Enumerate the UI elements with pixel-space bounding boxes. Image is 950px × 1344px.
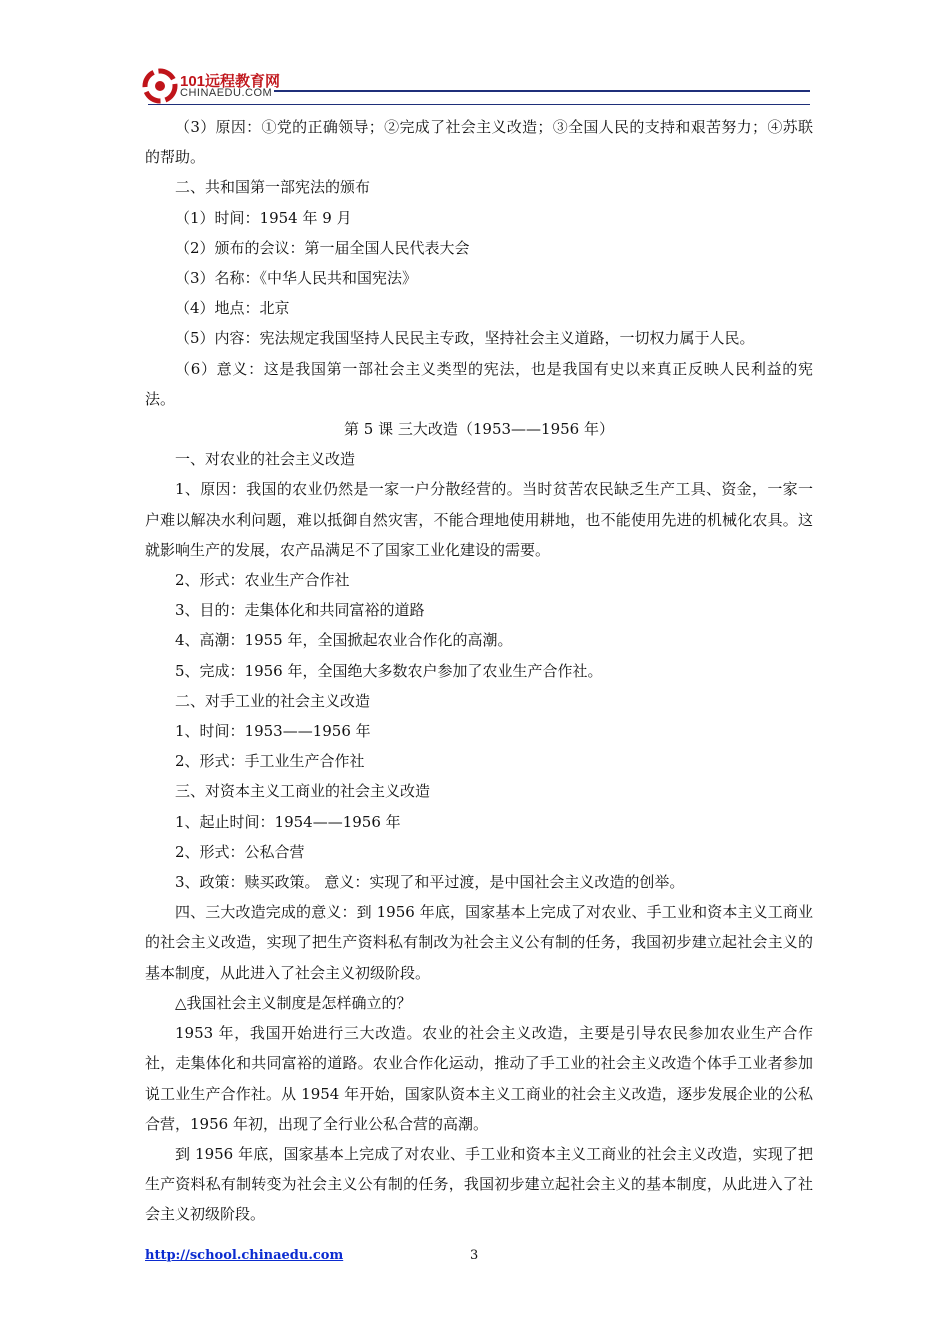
paragraph: 一、对农业的社会主义改造: [175, 450, 356, 469]
logo-title: 101远程教育网: [180, 73, 281, 90]
footer-website-link[interactable]: http://school.chinaedu.com: [145, 1248, 344, 1263]
document-body: [145, 112, 813, 1230]
paragraph: （2）颁布的会议：第一届全国人民代表大会: [175, 238, 470, 257]
paragraph: 2、形式：公私合营: [175, 842, 305, 861]
paragraph: 四、三大改造完成的意义：到 1956 年底，国家基本上完成了对农业、手工业和资本主义工商业的社会主义改造，实现了把生产资料私有制改为社会主义公有制的任务，我国初步建立起社会主义的基本制度，从此进入了社会主义初级阶段。: [145, 903, 813, 982]
paragraph: （6）意义：这是我国第一部社会主义类型的宪法，也是我国有史以来真正反映人民利益的宪法。: [145, 359, 813, 408]
paragraph: 1、起止时间：1954——1956 年: [175, 812, 401, 831]
paragraph: 3、政策：赎买政策。 意义：实现了和平过渡，是中国社会主义改造的创举。: [175, 873, 685, 892]
paragraph: △我国社会主义制度是怎样确立的？: [175, 993, 412, 1012]
header-rule-thin: [148, 104, 810, 105]
paragraph: （4）地点：北京: [175, 299, 290, 318]
paragraph: （5）内容：宪法规定我国坚持人民民主专政，坚持社会主义道路，一切权力属于人民。: [175, 329, 755, 348]
page-footer: [0, 1240, 950, 1270]
paragraph: 2、形式：手工业生产合作社: [175, 752, 365, 771]
paragraph: 到 1956 年底，国家基本上完成了对农业、手工业和资本主义工商业的社会主义改造，实现了把生产资料私有制转变为社会主义公有制的任务，我国初步建立起社会主义的基本制度，从此进入了社会主义初级阶段。: [145, 1144, 813, 1224]
paragraph: （3）名称：《中华人民共和国宪法》: [175, 269, 418, 288]
paragraph: 5、完成：1956 年，全国绝大多数农户参加了农业生产合作社。: [175, 661, 603, 680]
paragraph: 1、时间：1953——1956 年: [175, 722, 371, 741]
logo-domain: CHINAEDU.COM: [180, 87, 273, 99]
paragraph: 二、共和国第一部宪法的颁布: [175, 178, 371, 197]
lesson-heading: 第 5 课 三大改造（1953——1956 年）: [344, 420, 614, 439]
paragraph: 3、目的：走集体化和共同富裕的道路: [175, 601, 425, 620]
paragraph: 1、原因：我国的农业仍然是一家一户分散经营的。当时贫苦农民缺乏生产工具、资金，一家一户难以解决水利问题，难以抵御自然灾害，不能合理地使用耕地，也不能使用先进的机械化农具。这就影响生产的发展，农产品满足不了国家工业化建设的需要。: [145, 480, 813, 559]
paragraph: （1）时间：1954 年 9 月: [175, 208, 352, 227]
paragraph: 2、形式：农业生产合作社: [175, 571, 350, 590]
page-header: [140, 64, 810, 114]
header-rule-thick: [274, 90, 810, 92]
chinaedu-logo-icon: [142, 68, 178, 104]
paragraph: 三、对资本主义工商业的社会主义改造: [175, 782, 431, 801]
page-number: 3: [470, 1248, 479, 1263]
paragraph: 1953 年，我国开始进行三大改造。农业的社会主义改造，主要是引导农民参加农业生产合作社，走集体化和共同富裕的道路。农业合作化运动，推动了手工业的社会主义改造个体手工业者参加说工业生产合作社。从 1954 年开始，国家队资本主义工商业的社会主义改造，逐步发展企业的公私合营，1956 年初，出现了全行业公私合营的高潮。: [145, 1024, 813, 1133]
paragraph: （3）原因：①党的正确领导；②完成了社会主义改造；③全国人民的支持和艰苦努力；④苏联的帮助。: [145, 118, 813, 167]
paragraph: 4、高潮：1955 年，全国掀起农业合作化的高潮。: [175, 631, 513, 650]
paragraph: 二、对手工业的社会主义改造: [175, 691, 371, 710]
